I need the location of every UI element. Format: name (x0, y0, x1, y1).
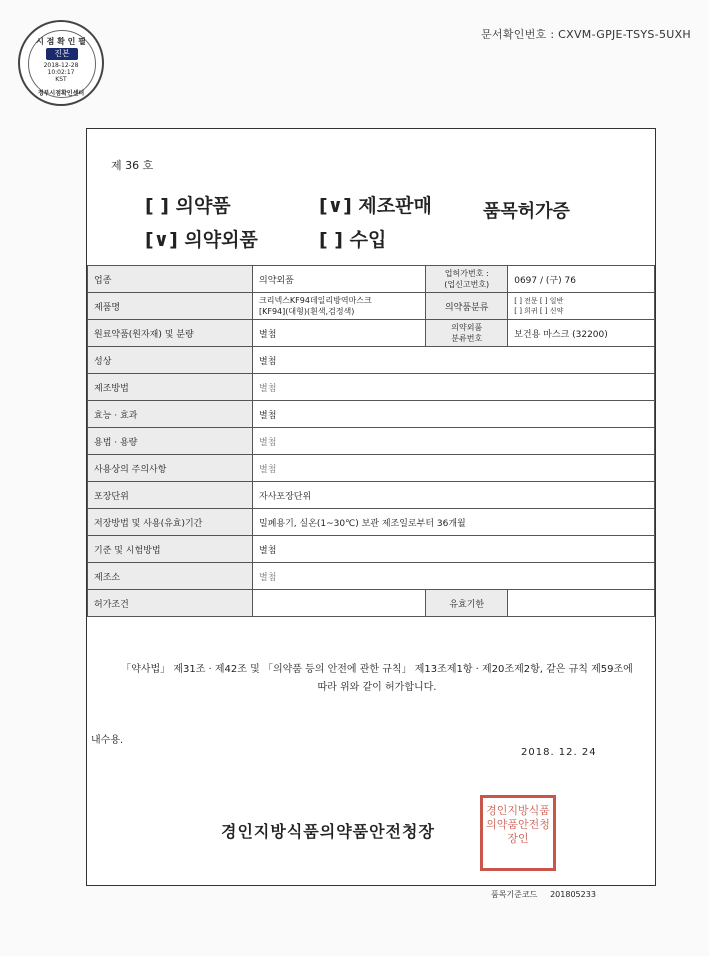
label-biz-no: 업허가번호 : (업신고번호) (426, 266, 508, 293)
table-row (88, 401, 655, 428)
seal-tz: KST (55, 76, 67, 83)
category-manufacture: [∨] 제조판매 (319, 195, 432, 217)
label-caution: 사용상의 주의사항 (88, 455, 253, 482)
category-quasi-drug: [∨] 의약외품 (145, 229, 258, 251)
value-storage: 밀폐용기, 실온(1~30℃) 보관 제조일로부터 36개월 (253, 509, 655, 536)
product-code-label: 품목기준코드 (491, 890, 538, 899)
label-ingredient: 원료약품(원자재) 및 분량 (88, 320, 253, 347)
label-method: 제조방법 (88, 374, 253, 401)
seal-time: 10:02:17 (47, 69, 75, 76)
issue-date: 2018. 12. 24 (521, 747, 597, 758)
table-row (88, 374, 655, 401)
value-effect: 별첨 (253, 401, 655, 428)
value-qd-class: 보건용 마스크 (32200) (508, 320, 655, 347)
value-validity (508, 590, 655, 617)
timestamp-seal (18, 20, 104, 106)
label-storage: 저장방법 및 사용(유효)기간 (88, 509, 253, 536)
official-stamp: 경인지방식품의약품안전청장인 (480, 795, 556, 871)
value-standard: 별첨 (253, 536, 655, 563)
seal-bottom-text: 정부시점확인센터 (37, 90, 85, 97)
value-maker: 별첨 (253, 563, 655, 590)
table-row (88, 347, 655, 374)
label-industry: 업종 (88, 266, 253, 293)
seal-top-text: 시 점 확 인 필 (36, 37, 86, 46)
category-drug: [ ] 의약품 (145, 195, 231, 217)
value-class: [ ] 전문 [ ] 일반 [ ] 희귀 [ ] 신약 (508, 293, 655, 320)
certificate-number: 제 36 호 (111, 159, 154, 172)
label-class: 의약품분류 (426, 293, 508, 320)
category-import: [ ] 수입 (319, 229, 387, 251)
issuer-name: 경인지방식품의약품안전청장 (221, 822, 435, 841)
label-product: 제품명 (88, 293, 253, 320)
value-biz-no: 0697 / (구) 76 (508, 266, 655, 293)
label-condition: 허가조건 (88, 590, 253, 617)
table-row (88, 590, 655, 617)
table-row (88, 509, 655, 536)
value-usage: 별첨 (253, 428, 655, 455)
value-ingredient: 별첨 (253, 320, 426, 347)
label-pack: 포장단위 (88, 482, 253, 509)
certificate-table (87, 265, 655, 617)
table-row (88, 320, 655, 347)
value-property: 별첨 (253, 347, 655, 374)
doc-confirm-number: 문서확인번호 : CXVM-GPJE-TSYS-5UXH (481, 28, 691, 41)
seal-date: 2018-12-28 (43, 62, 79, 69)
product-code-value: 201805233 (550, 890, 596, 899)
table-row (88, 482, 655, 509)
label-maker: 제조소 (88, 563, 253, 590)
value-condition (253, 590, 426, 617)
product-code (491, 889, 596, 900)
label-effect: 효능 · 효과 (88, 401, 253, 428)
label-usage: 용법 · 용량 (88, 428, 253, 455)
value-product: 크리넥스KF94데일리방역마스크 [KF94](대형)(흰색,검정색) (253, 293, 426, 320)
table-row (88, 428, 655, 455)
value-caution: 별첨 (253, 455, 655, 482)
table-row (88, 266, 655, 293)
value-method: 별첨 (253, 374, 655, 401)
legal-basis-text: 「약사법」 제31조 · 제42조 및 「의약품 등의 안전에 관한 규칙」 제13조제1항 · 제20조제2항, 같은 규칙 제59조에 따라 위와 같이 허가합니다. (121, 664, 633, 693)
value-industry: 의약외품 (253, 266, 426, 293)
recipient-note: 내수용. (91, 735, 124, 746)
label-standard: 기준 및 시험방법 (88, 536, 253, 563)
table-row (88, 536, 655, 563)
seal-badge: 진본 (46, 48, 78, 60)
value-pack: 자사포장단위 (253, 482, 655, 509)
label-qd-class: 의약외품 분류번호 (426, 320, 508, 347)
table-row (88, 563, 655, 590)
certificate-frame (86, 128, 656, 899)
table-row (88, 293, 655, 320)
label-validity: 유효기한 (426, 590, 508, 617)
label-property: 성상 (88, 347, 253, 374)
certificate-title: 품목허가증 (483, 201, 570, 222)
table-row (88, 455, 655, 482)
